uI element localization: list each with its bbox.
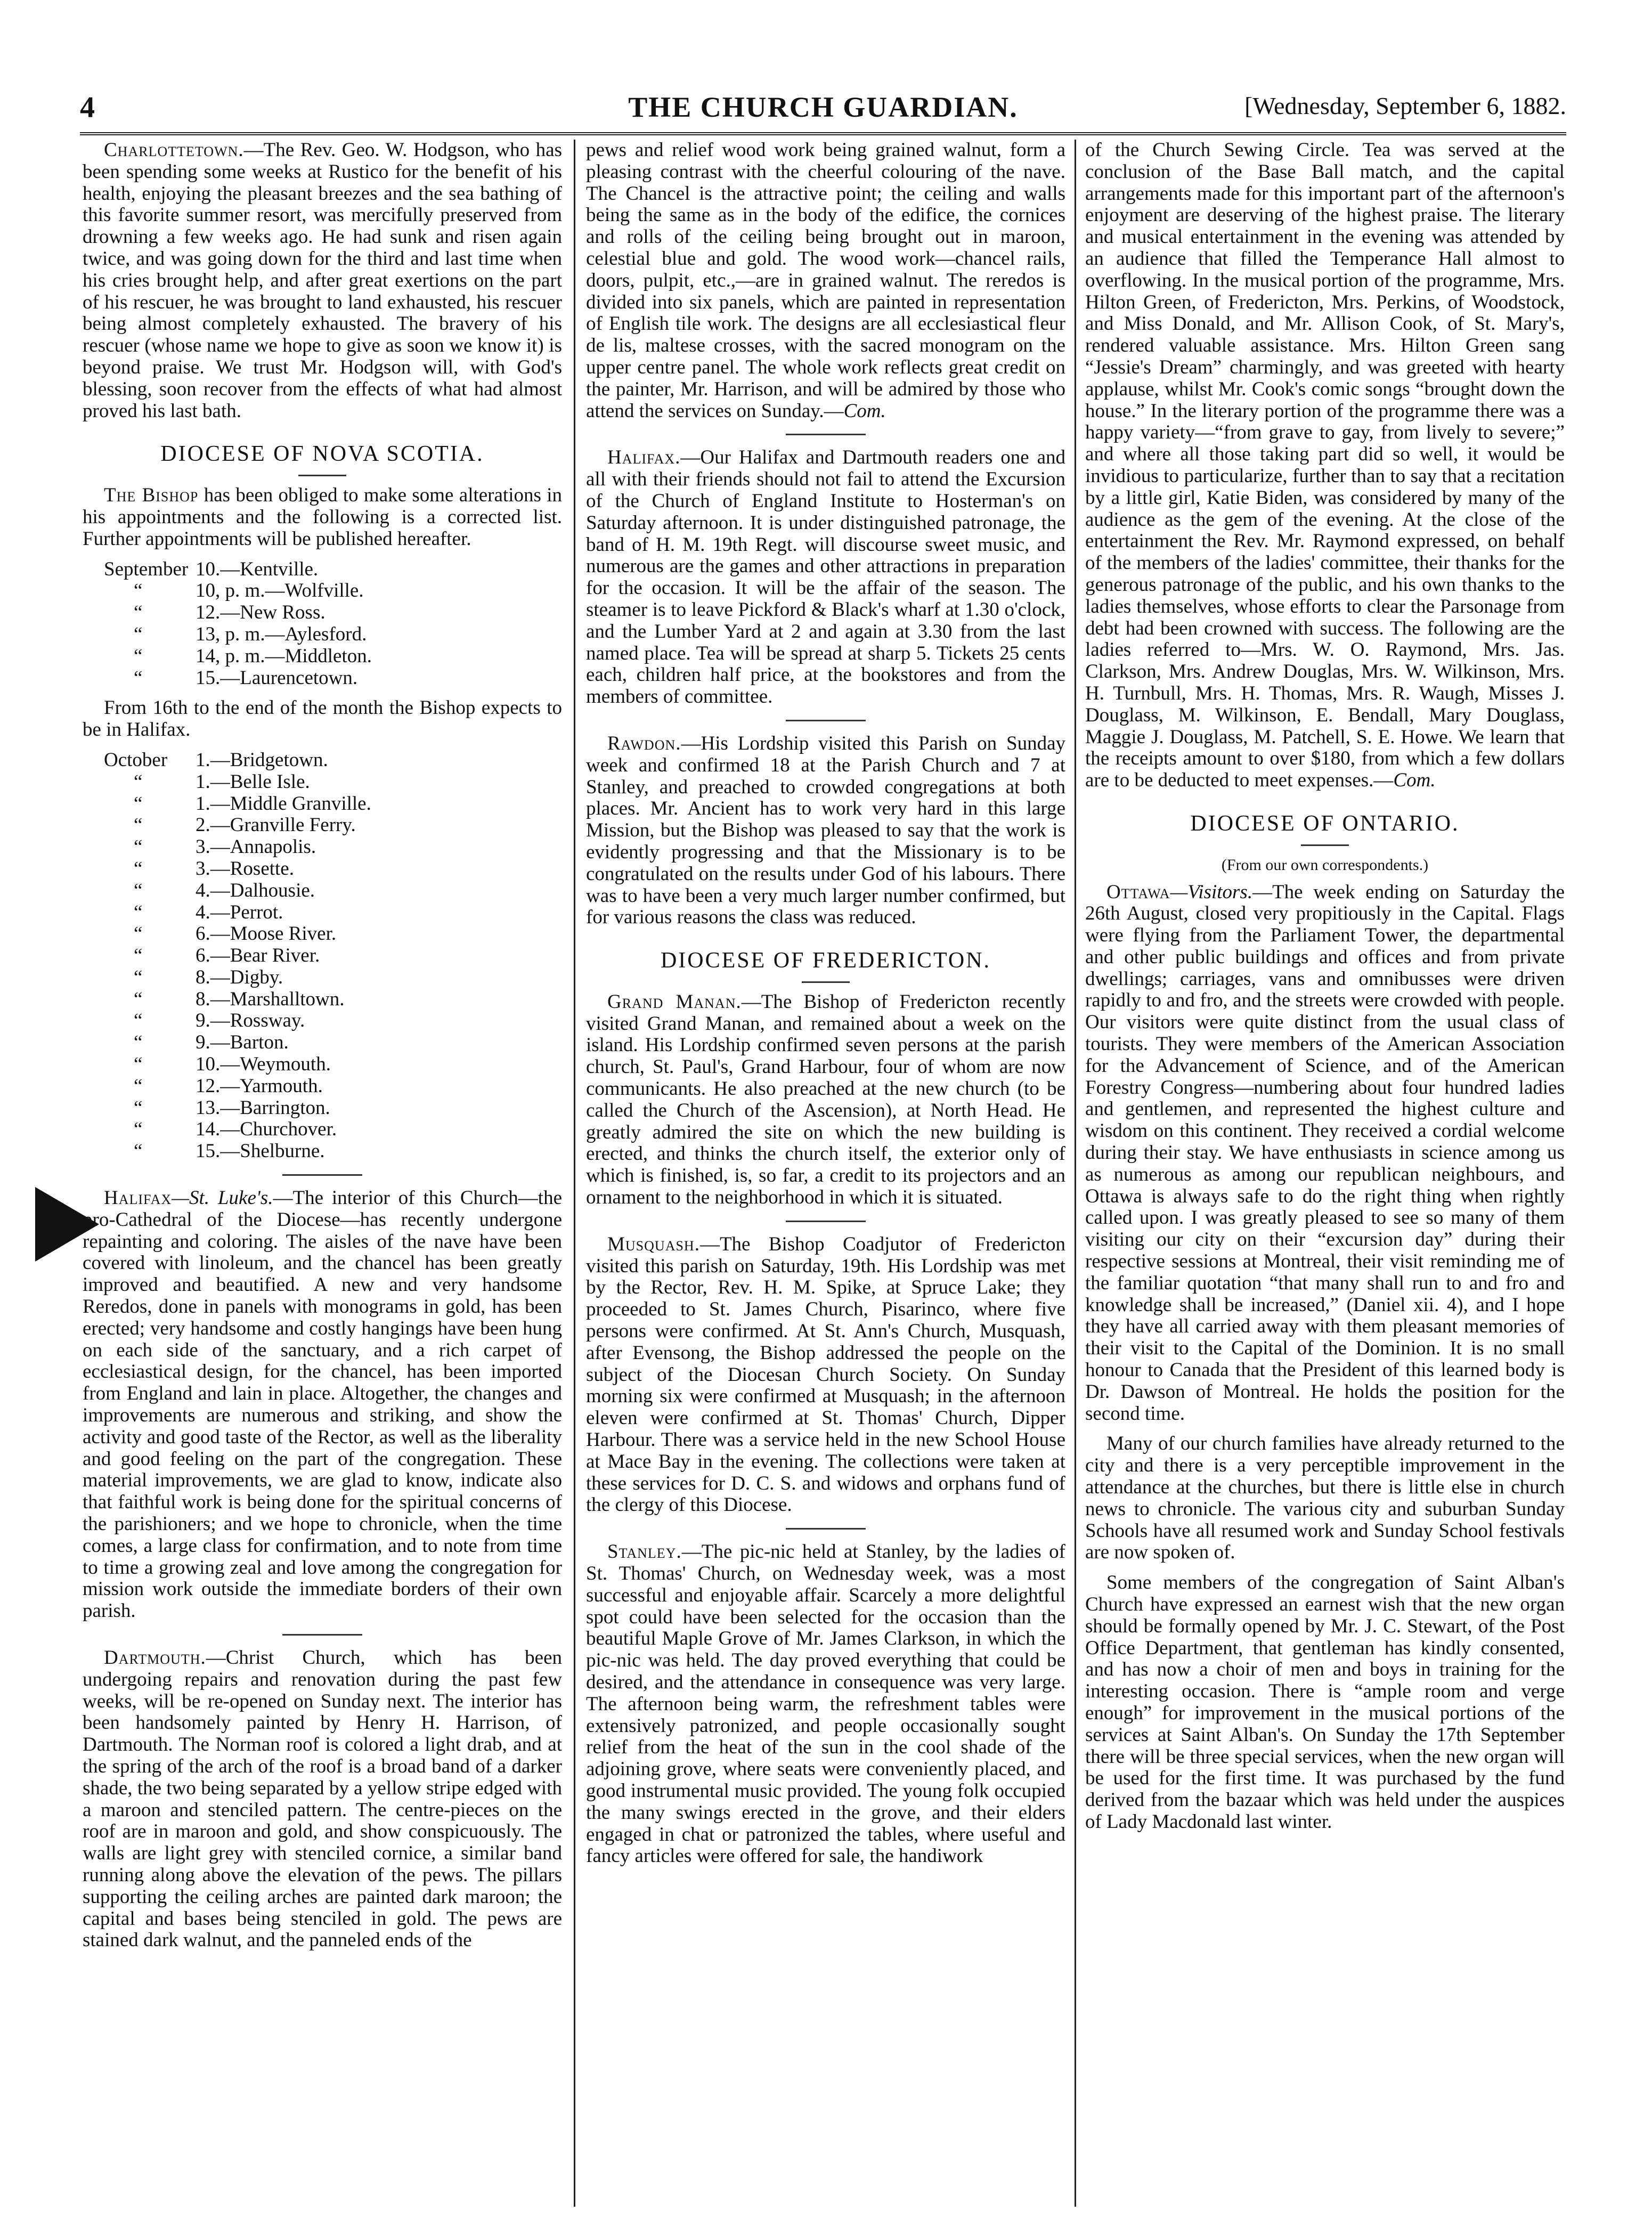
schedule-row — [83, 771, 562, 793]
article-text: has been obliged to make some alterations in his appointments and the following is a corrected list. Further appointments will be published hereafter. — [83, 484, 562, 550]
article-lead: Rawdon. — [607, 732, 681, 754]
schedule-entry: 15.—Shelburne. — [196, 1140, 325, 1162]
schedule-entry: 1.—Belle Isle. — [196, 770, 310, 793]
article-rawdon — [586, 733, 1065, 929]
article-text: pews and relief wood work being grained walnut, form a pleasing contrast with the cheerful colouring of the nave. The Chancel is the attractive point; the ceiling and walls being the same as in the body of the edifice, the cornices and rolls of the ceiling being brought out in maroon, celestial blue and gold. The wood work—chancel rails, doors, pulpit, etc.,—are in grained walnut. The reredos is divided into six panels, which are painted in representation of English tile work. The designs are all ecclesiastical fleur de lis, maltese crosses, with the sacred monogram on the upper centre panel. The whole work reflects great credit on the painter, Mr. Harrison, and will be admired by those who attend the services on Sunday.— — [586, 139, 1065, 422]
issue-date: [Wednesday, September 6, 1882. — [1244, 92, 1566, 119]
correspondents-note: (From our own correspondents.) — [1221, 856, 1429, 874]
schedule-row — [83, 967, 562, 989]
section-heading: DIOCESE OF NOVA SCOTIA. — [160, 442, 484, 467]
schedule-entry: 2.—Granville Ferry. — [196, 814, 356, 836]
october-schedule — [83, 750, 562, 1162]
schedule-ditto: “ — [134, 580, 143, 602]
schedule-row — [83, 858, 562, 880]
schedule-row — [83, 815, 562, 836]
article-stanley — [586, 1541, 1065, 1867]
separator — [802, 981, 850, 983]
newspaper-title: THE CHURCH GUARDIAN. — [628, 91, 1018, 123]
schedule-ditto: “ — [134, 770, 143, 793]
column-1 — [83, 140, 562, 1960]
article-charlottetown — [83, 140, 562, 422]
schedule-entry: 10.—Weymouth. — [196, 1053, 331, 1076]
schedule-entry: 13.—Barrington. — [196, 1096, 330, 1119]
article-subtitle: —St. Luke's. — [172, 1187, 273, 1209]
schedule-row — [83, 902, 562, 924]
article-text: —His Lordship visited this Parish on Sunday week and confirmed 18 at the Parish Church and 7 at Stanley, and preached to crowded congregations at both places. Mr. Ancient has to work very hard in this large Mission, but the Bishop was pleased to say that the work is evidently progressing and that the Missionary is to be congratulated on the results under God of his labours. There was to have been a very much larger number confirmed, but for various reasons the class was reduced. — [586, 732, 1065, 929]
article-signature: Com. — [843, 400, 886, 422]
schedule-row — [83, 1076, 562, 1097]
column-divider — [574, 140, 575, 2207]
schedule-entry: 10, p. m.—Wolfville. — [196, 580, 364, 602]
schedule-entry: 3.—Annapolis. — [196, 836, 316, 858]
schedule-ditto: “ — [134, 945, 143, 967]
schedule-row — [83, 1141, 562, 1162]
article-halifax-st-lukes — [83, 1188, 562, 1622]
column-2 — [586, 140, 1065, 1876]
schedule-ditto: “ — [134, 836, 143, 858]
schedule-row — [83, 1119, 562, 1141]
schedule-month: October — [104, 749, 168, 771]
schedule-entry: 14.—Churchover. — [196, 1118, 337, 1141]
schedule-ditto: “ — [134, 879, 143, 901]
schedule-row — [83, 880, 562, 902]
schedule-ditto: “ — [134, 1096, 143, 1119]
september-schedule — [83, 559, 562, 689]
article-stanley-continued — [1085, 140, 1565, 792]
page-number: 4 — [80, 91, 95, 124]
section-heading: DIOCESE OF ONTARIO. — [1190, 811, 1460, 836]
article-text: —The Rev. Geo. W. Hodgson, who has been spending some weeks at Rustico for the benefit of his health, enjoying the pleasant breezes and the sea bathing of this favorite summer resort, was mercifully preserved from drowning a few weeks ago. He had sunk and risen again twice, and was going down for the third and last time when his cries brought help, and after great exertions on the part of his rescuer, he was brought to land exhausted, his rescuer being almost completely exhausted. The bravery of his rescuer (whose name we hope to give as soon we know it) is beyond praise. We trust Mr. Hodgson will, with God's blessing, soon recover from the effects of what had almost proved his last bath. — [83, 139, 562, 422]
article-dartmouth-continued — [586, 140, 1065, 422]
schedule-entry: 9.—Rossway. — [196, 1010, 305, 1032]
schedule-entry: 8.—Marshalltown. — [196, 988, 345, 1010]
article-lead: Halifax — [104, 1187, 172, 1209]
masthead — [80, 91, 1566, 128]
article-bishop-appointments — [83, 485, 562, 550]
schedule-row — [83, 559, 562, 581]
schedule-ditto: “ — [134, 966, 143, 988]
separator — [282, 1174, 362, 1176]
schedule-ditto: “ — [134, 645, 143, 667]
schedule-ditto: “ — [134, 901, 143, 923]
schedule-row — [83, 580, 562, 602]
article-lead: Musquash. — [607, 1233, 700, 1255]
schedule-row — [83, 1010, 562, 1032]
article-text: —Christ Church, which has been undergoing repairs and renovation during the past few weeks, will be re-opened on Sunday next. The interior has been handsomely painted by Henry H. Harrison, of Dartmouth. The Norman roof is colored a light drab, and at the spring of the arch of the roof is a broad band of a darker shade, the two being separated by a yellow stripe edged with a maroon and stenciled pattern. The centre-pieces on the roof are in maroon and gold, and show conspicuously. The walls are light grey with stenciled cornice, a similar band running along above the elevation of the pews. The pillars supporting the ceiling arches are painted dark maroon; the capital and bases being stenciled in gold. The pews are stained dark walnut, and the panneled ends of the — [83, 1647, 562, 1952]
schedule-entry: 3.—Rosette. — [196, 857, 294, 880]
schedule-row — [83, 1054, 562, 1076]
schedule-entry: 6.—Bear River. — [196, 945, 320, 967]
schedule-entry: 9.—Barton. — [196, 1031, 289, 1054]
schedule-ditto: “ — [134, 1118, 143, 1141]
article-dartmouth — [83, 1647, 562, 1952]
schedule-entry: 10.—Kentville. — [196, 558, 319, 580]
schedule-entry: 12.—New Ross. — [196, 601, 325, 624]
schedule-entry: 1.—Middle Granville. — [196, 792, 371, 815]
schedule-ditto: “ — [134, 1053, 143, 1076]
schedule-row — [83, 1097, 562, 1119]
separator — [786, 1528, 866, 1530]
article-ottawa-visitors — [1085, 882, 1565, 1425]
article-church-families: Many of our church families have already returned to the city and there is a very perceptible improvement in the attendance at the churches, but there is little else in church news to chronicle. The various city and suburban Sunday Schools have all resumed work and Sunday School festivals are now spoken of. — [1085, 1433, 1565, 1564]
separator — [786, 434, 866, 435]
separator — [786, 720, 866, 721]
article-lead: The Bishop — [104, 484, 199, 507]
section-heading: DIOCESE OF FREDERICTON. — [660, 948, 991, 973]
schedule-entry: 4.—Dalhousie. — [196, 879, 315, 901]
separator — [786, 1221, 866, 1222]
schedule-ditto: “ — [134, 666, 143, 689]
masthead-rule — [80, 132, 1566, 135]
schedule-entry: 12.—Yarmouth. — [196, 1075, 323, 1097]
schedule-ditto: “ — [134, 814, 143, 836]
schedule-row — [83, 624, 562, 646]
schedule-ditto: “ — [134, 1140, 143, 1162]
article-text: —Our Halifax and Dartmouth readers one and all with their friends should not fail to attend the Excursion of the Church of England Institute to Hosterman's on Saturday afternoon. It is under distinguished patronage, the band of H. M. 19th Regt. will discourse sweet music, and numerous are the games and other attractions in preparation for the occasion. It will be the affair of the season. The steamer is to leave Pickford & Black's wharf at 1.30 o'clock, and the Lumber Yard at 2 and again at 3.30 from the last named place. Tea will be spread at sharp 5. Tickets 25 cents each, children half price, at the bookstores and from the members of committee. — [586, 446, 1065, 708]
article-text: —The interior of this Church—the pro-Cathedral of the Diocese—has recently undergone repainting and coloring. The aisles of the nave have been covered with linoleum, and the chancel has been greatly improved and beautified. A new and very handsome Reredos, done in panels with monograms in gold, has been erected; very handsome and costly hangings have been hung on each side of the sanctuary, and a rich carpet of ecclesiastical design, for the chancel, has been imported from England and lain in place. Altogether, the changes and improvements are numerous and striking, and show the activity and good taste of the Rector, as well as the liberality and good feeling on the part of the congregation. These material improvements, we are glad to know, indicate also that faithful work is being done for the spiritual concerns of the parishioners; and we hope to chronicle, when the time comes, a large class for confirmation, and to note from time to time a growing zeal and love among the congregation for mission work outside the immediate borders of their own parish. — [83, 1187, 562, 1622]
article-text: —The pic-nic held at Stanley, by the ladies of St. Thomas' Church, on Wednesday week, was a most successful and enjoyable affair. Scarcely a more delightful spot could have been selected for the occasion than the beautiful Maple Grove of Mr. James Clarkson, in which the pic-nic was held. The day proved everything that could be desired, and the attendance in consequence was very large. The afternoon being warm, the refreshment tables were extensively patronized, and people occasionally sought relief from the heat of the sun in the cool shade of the adjoining grove, where seats were conveniently placed, and good instrumental music provided. The young folk occupied the many swings erected in the grove, and their elders engaged in chat or patronized the tables, where useful and fancy articles were offered for sale, the handiwork — [586, 1541, 1065, 1867]
schedule-note: From 16th to the end of the month the Bishop expects to be in Halifax. — [83, 697, 562, 741]
schedule-row — [83, 602, 562, 624]
schedule-ditto: “ — [134, 792, 143, 815]
article-text: of the Church Sewing Circle. Tea was served at the conclusion of the Base Ball match, and the capital arrangements made for this important part of the afternoon's enjoyment are deserving of the highest praise. The literary and musical entertainment in the evening was attended by an audience that filled the Temperance Hall almost to overflowing. In the musical portion of the programme, Mrs. Hilton Green, of Fredericton, Mrs. Perkins, of Woodstock, and Miss Donald, and Mr. Allison Cook, of St. Mary's, rendered valuable assistance. Mrs. Hilton Green sang “Jessie's Dream” charmingly, and was greeted with hearty applause, whilst Mr. Cook's comic songs “brought down the house.” In the literary portion of the programme there was a happy variety—“from grave to gay, from lively to severe;” and where all those taking part did so well, it would be invidious to particularize, further than to say that a recitation by a little girl, Katie Biden, was considered by many of the audience as the gem of the evening. At the close of the entertainment the Rev. Mr. Raymond expressed, on behalf of the members of the ladies' committee, their thanks for the generous patronage of the public, and his own thanks to the ladies themselves, whose efforts to clear the Parsonage from debt had been crowned with success. The following are the ladies referred to—Mrs. W. O. Raymond, Mrs. Jas. Clarkson, Mrs. Andrew Douglas, Mrs. W. Wilkinson, Mrs. H. Turnbull, Mrs. H. Thomas, Mrs. R. Waugh, Misses J. Douglass, M. Wilkinson, E. Bendall, Mary Douglass, Maggie J. Douglass, M. Patchell, S. E. Howe. We learn that the receipts amount to over $180, from which a few dollars are to be deducted to meet expenses.— — [1085, 139, 1565, 792]
schedule-row — [83, 750, 562, 771]
article-lead: Ottawa — [1106, 881, 1170, 903]
article-text: —The Bishop of Fredericton recently visited Grand Manan, and remained about a week on the island. His Lordship confirmed seven persons at the parish church, St. Paul's, Grand Harbour, four of whom are now communicants. He also preached at the new church (to be called the Church of the Ascension), at North Head. He greatly admired the site on which the new building is erected, and thinks the church itself, the exterior only of which is finished, is, so far, a credit to its projectors and an ornament to the neighborhood in which it is situated. — [586, 990, 1065, 1209]
article-lead: Halifax. — [607, 446, 681, 469]
schedule-entry: 14, p. m.—Middleton. — [196, 645, 372, 667]
article-lead: Grand Manan. — [607, 990, 742, 1013]
article-halifax-excursion — [586, 447, 1065, 708]
schedule-ditto: “ — [134, 1031, 143, 1054]
schedule-entry: 8.—Digby. — [196, 966, 283, 988]
separator — [1301, 844, 1349, 846]
schedule-entry: 6.—Moose River. — [196, 923, 337, 945]
column-divider — [1075, 140, 1076, 2207]
separator — [298, 475, 346, 476]
article-text: —The Bishop Coadjutor of Fredericton visited this parish on Saturday, 19th. His Lordship was met by the Rector, Rev. H. M. Spike, at Spruce Lake; they proceeded to St. James Church, Pisarinco, where five persons were confirmed. At St. Ann's Church, Musquash, after Evensong, the Bishop addressed the people on the subject of the Diocesan Church Society. On Sunday morning six were confirmed at Musquash; in the afternoon eleven were confirmed at St. Thomas' Church, Dipper Harbour. There was a service held in the new School House at Mace Bay in the evening. The collections were taken at these services for D. C. S. and widows and orphans fund of the clergy of this Diocese. — [586, 1233, 1065, 1516]
schedule-row — [83, 836, 562, 858]
separator — [282, 1634, 362, 1636]
schedule-row — [83, 923, 562, 945]
schedule-row — [83, 945, 562, 967]
article-musquash — [586, 1234, 1065, 1516]
schedule-ditto: “ — [134, 857, 143, 880]
article-lead: Charlottetown. — [104, 139, 244, 161]
schedule-month: September — [104, 558, 189, 580]
schedule-ditto: “ — [134, 988, 143, 1010]
schedule-row — [83, 1032, 562, 1054]
article-signature: Com. — [1393, 769, 1436, 792]
article-subtitle: —Visitors. — [1170, 881, 1253, 903]
schedule-row — [83, 793, 562, 815]
schedule-ditto: “ — [134, 601, 143, 624]
schedule-row — [83, 646, 562, 668]
schedule-entry: 1.—Bridgetown. — [196, 749, 328, 771]
article-lead: Dartmouth. — [104, 1647, 206, 1669]
schedule-ditto: “ — [134, 623, 143, 645]
schedule-entry: 13, p. m.—Aylesford. — [196, 623, 367, 645]
schedule-ditto: “ — [134, 923, 143, 945]
schedule-ditto: “ — [134, 1075, 143, 1097]
article-text: —The week ending on Saturday the 26th August, closed very propitiously in the Capital. Flags were flying from the Parliament Tower, the departmental and other public buildings and offices and from private dwellings; carriages, vans and omnibusses were driven rapidly to and fro, and the streets were crowded with people. Our visitors were quite distinct from the usual class of tourists. They were members of the American Association for the Advancement of Science, and of the American Forestry Congress—numbering about four hundred ladies and gentlemen, and represented the highest culture and wisdom on this continent. They received a cordial welcome during their stay. We have enthusiasts in science among us as numerous as among our republican neighbours, and Ottawa is always safe to do the right thing when rightly called upon. I was greatly pleased to see so many of them visiting our city on their “excursion day” during their respective sessions at Montreal, their visit reminding me of the familiar quotation “that many shall run to and fro and knowledge shall be increased,” (Daniel xii. 4), and I hope they have all carried away with them pleasant memories of their visit to the Capital of the Dominion. It is no small honour to Canada that the President of this learned body is Dr. Dawson of Montreal. He holds the position for the second time. — [1085, 881, 1565, 1425]
article-lead: Stanley. — [607, 1541, 682, 1563]
schedule-row — [83, 989, 562, 1011]
article-grand-manan — [586, 991, 1065, 1209]
column-3 — [1085, 140, 1565, 1842]
article-st-albans: Some members of the congregation of Saint Alban's Church have expressed an earnest wish that the new organ should be formally opened by Mr. J. C. Stewart, of the Post Office Department, that gentleman has kindly consented, and has now a choir of men and boys in training for the interesting occasion. There is “ample room and verge enough” for improvement in the musical portions of the services at Saint Alban's. On Sunday the 17th September there will be three special services, when the new organ will be used for the first time. It was purchased by the fund derived from the bazaar which was held under the auspices of Lady Macdonald last winter. — [1085, 1572, 1565, 1833]
schedule-ditto: “ — [134, 1010, 143, 1032]
schedule-entry: 15.—Laurencetown. — [196, 666, 358, 689]
schedule-entry: 4.—Perrot. — [196, 901, 283, 923]
schedule-row — [83, 668, 562, 689]
